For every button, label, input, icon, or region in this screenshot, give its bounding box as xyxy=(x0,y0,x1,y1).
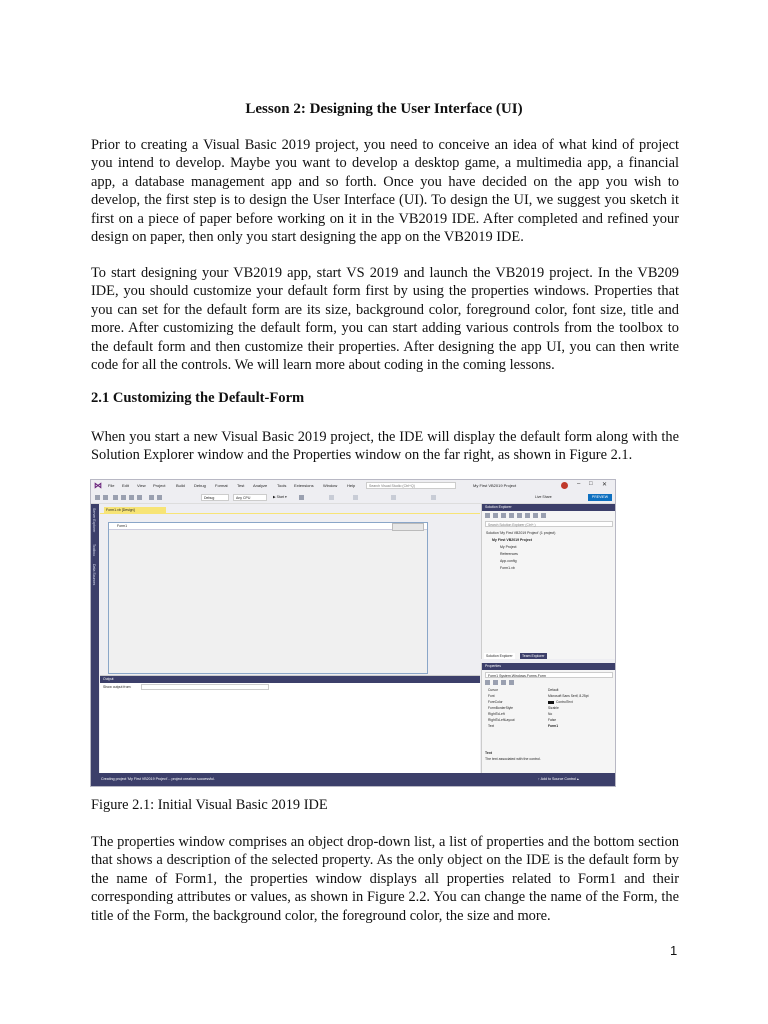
tree-item-app-config[interactable]: App.config xyxy=(500,559,517,563)
menu-item-file[interactable]: File xyxy=(108,483,115,488)
prop-name[interactable]: RightToLeftLayout xyxy=(488,718,515,722)
add-to-source-control-button[interactable]: ↑ Add to Source Control ▴ xyxy=(538,777,579,781)
ide-screenshot xyxy=(90,479,616,787)
show-all-files-icon[interactable] xyxy=(517,513,522,518)
preview-badge: PREVIEW xyxy=(588,494,612,501)
form1-window-controls xyxy=(392,523,424,531)
ide-statusbar xyxy=(91,773,615,786)
project-name: My First VB2019 Project xyxy=(473,483,517,488)
solution-explorer-panel xyxy=(481,504,616,659)
prop-name[interactable]: RightToLeft xyxy=(488,712,505,716)
layout-spacing-icon[interactable] xyxy=(391,495,396,500)
user-avatar[interactable] xyxy=(561,482,568,489)
solution-explorer-toolbar xyxy=(485,513,613,519)
menu-item-test[interactable]: Test xyxy=(237,483,245,488)
document-tab-underline xyxy=(100,513,480,514)
tree-item-my-project[interactable]: My Project xyxy=(500,545,517,549)
output-panel xyxy=(100,675,480,774)
undo-icon[interactable] xyxy=(149,495,154,500)
properties-paragraph: The properties window comprises an object drop-down list, a list of properties and the bottom section that shows a description of the selected property. As the only object on the IDE is the default form by the name of Form1, the properties window displays all properties related to Form1 and their corresponding attributes or values, as shown in Figure 2.2. You can change the name of the Form, the title of the Form, the background color, the foreground color, the size and more. xyxy=(91,834,679,924)
left-tool-tabs xyxy=(91,504,99,773)
toolbar-tool-icon[interactable] xyxy=(299,495,304,500)
save-icon[interactable] xyxy=(129,495,134,500)
view-designer-icon[interactable] xyxy=(541,513,546,518)
sync-icon[interactable] xyxy=(493,513,498,518)
ide-toolbar xyxy=(91,492,615,504)
prop-value[interactable]: Microsoft Sans Serif, 8.25pt xyxy=(548,694,589,698)
close-icon[interactable]: ✕ xyxy=(602,482,608,488)
form1-title-bar: Form1 xyxy=(109,523,427,530)
menu-item-help[interactable]: Help xyxy=(347,483,356,488)
solution-search-input[interactable]: Search Solution Explorer (Ctrl+;) xyxy=(485,521,613,527)
prop-name[interactable]: Text xyxy=(488,724,495,728)
properties-view-icon[interactable] xyxy=(501,680,506,685)
save-all-icon[interactable] xyxy=(137,495,142,500)
tree-item-form1[interactable]: Form1.vb xyxy=(500,566,515,570)
properties-object-select[interactable]: Form1 System.Windows.Forms.Form xyxy=(485,672,613,678)
form-designer xyxy=(100,504,480,675)
tree-item-references[interactable]: References xyxy=(500,552,518,556)
properties-toolbar xyxy=(485,680,545,685)
collapse-icon[interactable] xyxy=(509,513,514,518)
prop-value[interactable]: Form1 xyxy=(548,724,559,728)
tab-team-explorer[interactable]: Team Explorer xyxy=(522,654,545,658)
property-description-title: Text xyxy=(485,751,492,755)
categorized-icon[interactable] xyxy=(485,680,490,685)
prop-value[interactable]: Sizable xyxy=(548,706,559,710)
color-swatch xyxy=(548,701,554,704)
layout-size-icon[interactable] xyxy=(353,495,358,500)
prop-name[interactable]: Font xyxy=(488,694,495,698)
property-description: The text associated with the control. xyxy=(485,757,541,761)
refresh-icon[interactable] xyxy=(501,513,506,518)
properties-panel xyxy=(481,663,616,773)
output-source-label: Show output from: xyxy=(103,685,132,689)
ide-menubar xyxy=(91,480,615,492)
intro-paragraph: Prior to creating a Visual Basic 2019 project, you need to conceive an idea of what kind of project you intend to develop. Maybe you want to develop a desktop game, a multimedia app, a financial app, a database management app and so forth. Once you have decided on the app you wish to develop, the first step is to design the User Interface (UI). To design the UI, we suggest you sketch it first on a piece of paper before working on it in the VB2019 IDE. After completed and refined your design on paper, then only you start designing the app on the VB2019 IDE. xyxy=(91,137,679,246)
page-number: 1 xyxy=(670,943,678,958)
menu-item-edit[interactable]: Edit xyxy=(122,483,129,488)
menu-item-build[interactable]: Build xyxy=(176,483,185,488)
events-icon[interactable] xyxy=(509,680,514,685)
vs-search-input[interactable]: Search Visual Studio (Ctrl+Q) xyxy=(366,482,456,489)
prop-value: ControlText xyxy=(556,700,573,704)
forward-icon[interactable] xyxy=(103,495,108,500)
live-share-button[interactable]: Live Share xyxy=(535,495,552,499)
view-code-icon[interactable] xyxy=(533,513,538,518)
menu-item-tools[interactable]: Tools xyxy=(277,483,287,488)
menu-item-format[interactable]: Format xyxy=(215,483,228,488)
form1-design-surface[interactable] xyxy=(108,522,428,674)
menu-item-view[interactable]: View xyxy=(137,483,146,488)
prop-value[interactable]: False xyxy=(548,718,557,722)
properties-icon[interactable] xyxy=(525,513,530,518)
menu-item-extensions[interactable]: Extensions xyxy=(294,483,314,488)
start-button[interactable]: ▶ Start ▾ xyxy=(273,495,287,499)
menu-item-debug[interactable]: Debug xyxy=(194,483,206,488)
document-tab-form1-design[interactable]: Form1.vb [Design] xyxy=(104,507,166,513)
minimize-icon[interactable]: – xyxy=(577,481,581,487)
tab-solution-explorer[interactable]: Solution Explorer xyxy=(486,654,513,658)
debug-config-select[interactable]: Debug xyxy=(201,494,229,501)
prop-name[interactable]: Cursor xyxy=(488,688,498,692)
design-paragraph: To start designing your VB2019 app, start VS 2019 and launch the VB2019 project. In the VB209 IDE, you should customize your default form first by using the properties windows. Properties that you can set for the default form are its size, background color, foreground color, font size, title and more. After customizing the default form, you can start adding various controls from the toolbox to the default form and then customize their properties. After designing the app UI, you can then write code for all the controls. We will learn more about coding in the coming lessons. xyxy=(91,265,679,374)
menu-item-project[interactable]: Project xyxy=(153,483,166,488)
platform-select[interactable]: Any CPU xyxy=(233,494,267,501)
new-item-icon[interactable] xyxy=(113,495,118,500)
menu-item-analyze[interactable]: Analyze xyxy=(253,483,268,488)
home-icon[interactable] xyxy=(485,513,490,518)
visual-studio-logo-icon: ⋈ xyxy=(94,481,102,490)
solution-explorer-header: Solution Explorer xyxy=(482,504,616,511)
lesson-title: Lesson 2: Designing the User Interface (UI) xyxy=(245,101,523,117)
solution-explorer-tabs xyxy=(482,652,616,659)
properties-header: Properties xyxy=(482,663,616,670)
maximize-icon[interactable]: □ xyxy=(589,481,593,487)
redo-icon[interactable] xyxy=(157,495,162,500)
output-header: Output xyxy=(100,676,480,683)
status-message: Creating project 'My First VB2019 Project'... project creation successful. xyxy=(101,777,215,781)
prop-value[interactable]: No xyxy=(548,712,553,716)
prop-name[interactable]: ForeColor xyxy=(488,700,503,704)
layout-align-icon[interactable] xyxy=(329,495,334,500)
layout-order-icon[interactable] xyxy=(431,495,436,500)
figure-intro-paragraph: When you start a new Visual Basic 2019 project, the IDE will display the default form along with the Solution Explorer window and the Properties window on the far right, as shown in Figure 2.1. xyxy=(91,429,679,464)
tab-data-sources[interactable]: Data Sources xyxy=(92,564,96,586)
tab-toolbox[interactable]: Toolbox xyxy=(92,544,96,557)
tree-item-project[interactable]: My First VB2019 Project xyxy=(492,538,532,542)
open-icon[interactable] xyxy=(121,495,126,500)
prop-value-with-swatch[interactable] xyxy=(548,700,573,704)
tree-item-solution[interactable]: Solution 'My First VB2019 Project' (1 project) xyxy=(486,531,556,535)
prop-name[interactable]: FormBorderStyle xyxy=(488,706,513,710)
section-heading: 2.1 Customizing the Default-Form xyxy=(91,390,305,406)
back-icon[interactable] xyxy=(95,495,100,500)
output-source-select[interactable] xyxy=(141,684,269,690)
menu-item-window[interactable]: Window xyxy=(323,483,338,488)
alphabetical-icon[interactable] xyxy=(493,680,498,685)
tab-server-explorer[interactable]: Server Explorer xyxy=(92,508,96,533)
prop-value[interactable]: Default xyxy=(548,688,559,692)
figure-caption: Figure 2.1: Initial Visual Basic 2019 IDE xyxy=(91,797,328,813)
